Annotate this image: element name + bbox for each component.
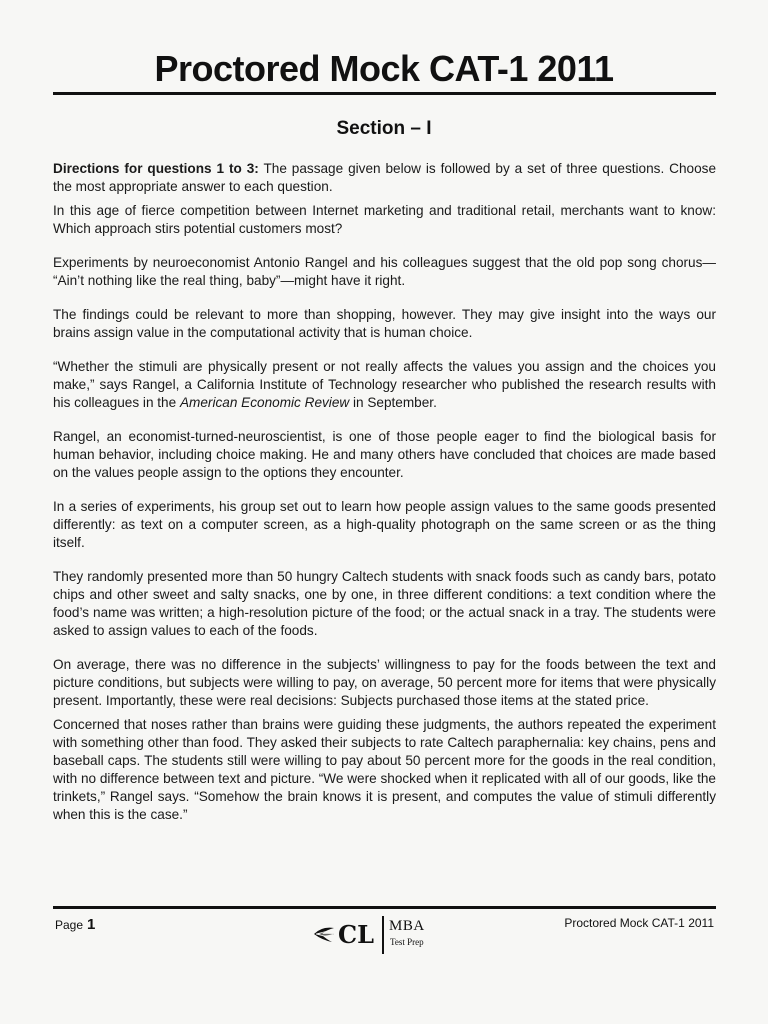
- directions: [53, 160, 716, 196]
- paragraph-2: Experiments by neuroeconomist Antonio Rangel and his colleagues suggest that the old pop song chorus— “Ain’t nothing like the real thing, baby”—might have it right.: [53, 255, 716, 288]
- page-indicator: [55, 916, 95, 933]
- page-title: Proctored Mock CAT-1 2011: [154, 48, 614, 89]
- section-heading: Section – I: [336, 118, 432, 139]
- paragraph-4-text-a: “Whether the stimuli are physically present or not really affects the values you assign and the choices you make,” says Rangel, a California Institute of Technology researcher who published the research results with his colleagues in the: [53, 359, 716, 410]
- logo-mba: MBA: [389, 918, 425, 934]
- paragraph-1: In this age of fierce competition between Internet marketing and traditional retail, merchants want to know: Which approach stirs potential customers most?: [53, 203, 716, 236]
- paragraph-7: They randomly presented more than 50 hungry Caltech students with snack foods such as candy bars, potato chips and other sweet and salty snacks, one by one, in three different conditions: a text condition where the food’s name was written; a high-resolution picture of the food; or the actual snack in a tray. The students were asked to assign values to each of the foods.: [53, 569, 716, 638]
- footer-title: Proctored Mock CAT-1 2011: [564, 916, 714, 930]
- directions-text: The passage given below is followed by a set of three questions. Choose the most appropriate answer to each question.: [53, 161, 717, 194]
- header-divider: [53, 92, 716, 95]
- paragraph-3: The findings could be relevant to more than shopping, however. They may give insight into the ways our brains assign value in the computational activity that is human choice.: [53, 307, 716, 340]
- paragraph-6: In a series of experiments, his group set out to learn how people assign values to the same goods presented differently: as text on a computer screen, as a high-quality photograph on the same screen or as the thing itself.: [53, 499, 716, 550]
- passage: [53, 160, 716, 840]
- page-label: Page: [55, 918, 84, 932]
- page-number: 1: [87, 916, 96, 933]
- cl-mba-logo: [312, 916, 442, 954]
- logo-cl: CL: [338, 920, 374, 949]
- paragraph-4-text-b: in September.: [349, 395, 437, 410]
- logo-testprep: Test Prep: [390, 937, 424, 947]
- paragraph-8: On average, there was no difference in the subjects’ willingness to pay for the foods between the text and picture conditions, but subjects were willing to pay, on average, 50 percent more for items that were physically present. Importantly, these were real decisions: Subjects purchased those items at the stated price.: [53, 657, 716, 708]
- logo-separator: [382, 916, 384, 954]
- journal-name: American Economic Review: [179, 395, 350, 410]
- paragraph-9: Concerned that noses rather than brains were guiding these judgments, the authors repeated the experiment with something other than food. They asked their subjects to rate Caltech paraphernalia: key chains, pens and baseball caps. The students still were willing to pay about 50 percent more for the goods in the real condition, with no difference between text and picture. “We were shocked when it replicated with all of our goods, like the trinkets,” Rangel says. “Somehow the brain knows it is present, and computes the value of stimuli differently when this is the case.”: [53, 717, 716, 822]
- paragraph-5: Rangel, an economist-turned-neuroscientist, is one of those people eager to find the biological basis for human behavior, including choice making. He and many others have concluded that choices are made based on the values people assign to the options they encounter.: [53, 429, 716, 480]
- leaf-icon: [312, 924, 336, 944]
- paragraph-4: [53, 358, 716, 412]
- footer-divider: [53, 906, 716, 909]
- directions-label: Directions for questions 1 to 3:: [53, 161, 259, 176]
